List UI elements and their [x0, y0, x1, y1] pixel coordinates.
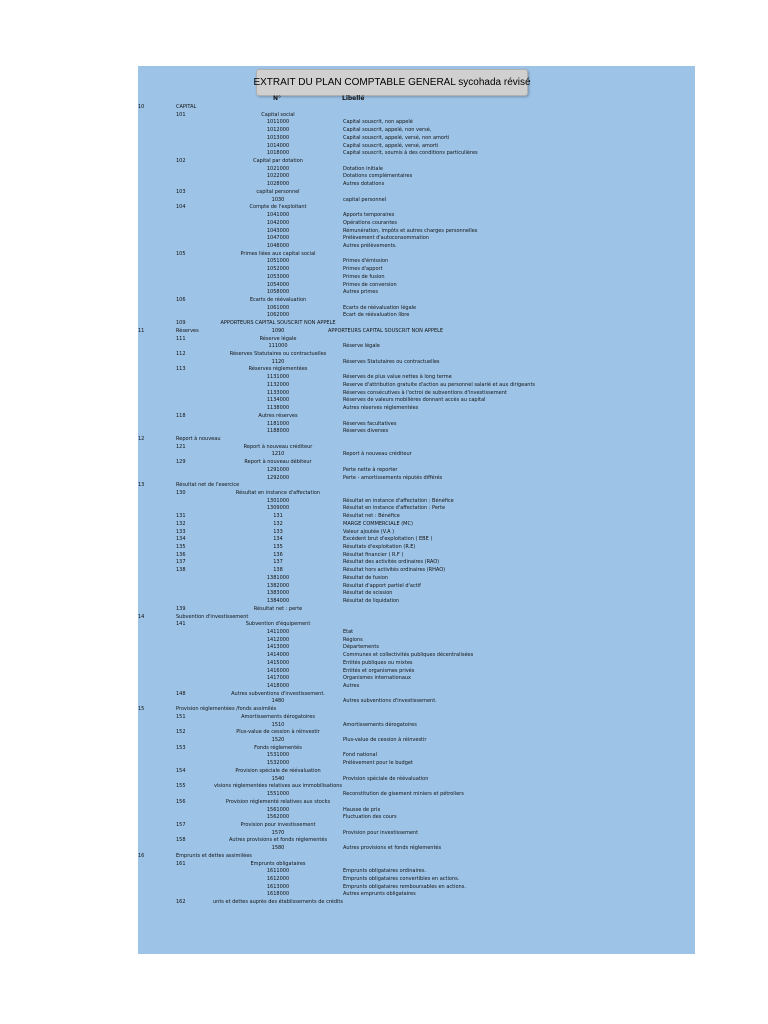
account-code: 1540 — [271, 775, 285, 782]
account-code: 1061000 — [266, 304, 290, 311]
sub-account-number: 151 — [176, 713, 186, 720]
sub-account-number: 148 — [176, 690, 186, 697]
sub-account-number: 131 — [176, 513, 186, 520]
account-code: 1510 — [271, 721, 285, 728]
account-label: Amortissements dérogatoires — [343, 721, 417, 728]
account-label: Plus-value de cession à réinvestir — [343, 737, 427, 744]
sub-account-number: 137 — [176, 559, 186, 566]
account-code: 136 — [273, 551, 283, 558]
account-code: 1013000 — [266, 134, 290, 141]
account-code: 1048000 — [266, 242, 290, 249]
account-label: Perte nette à reporter — [343, 466, 398, 473]
sub-account-number: 104 — [176, 204, 186, 211]
account-code: 1611000 — [266, 868, 290, 875]
account-label: Reconstitution de gisement miniers et pétroliers — [343, 791, 464, 798]
class-number: 15 — [138, 706, 145, 713]
account-code: 1022000 — [266, 173, 290, 180]
account-code: 1416000 — [266, 667, 290, 674]
account-code: 1188000 — [266, 428, 290, 435]
account-label: Rémunération, impôts et autres charges personnelles — [343, 227, 478, 234]
account-code: 1418000 — [266, 683, 290, 689]
sub-account-number: 118 — [176, 412, 186, 419]
sub-account-number: 113 — [176, 366, 186, 373]
account-label: APPORTEURS CAPITAL SOUSCRIT NON APPELE — [328, 327, 444, 334]
account-code: 1014000 — [266, 142, 290, 149]
account-code: 135 — [273, 544, 283, 551]
account-label: Communes et collectivités publiques décentralisées — [343, 652, 474, 659]
class-number: 12 — [138, 435, 145, 442]
account-code: 134 — [273, 536, 283, 543]
account-label: Réserves diverses — [343, 428, 389, 435]
sub-account-number: 154 — [176, 767, 186, 774]
account-code: 1382000 — [266, 582, 290, 589]
sub-account-number: 135 — [176, 544, 186, 551]
sub-account-title: Réserve légale — [259, 335, 297, 342]
class-number: 14 — [138, 613, 145, 620]
account-label: Autres prélèvements. — [343, 242, 397, 249]
sub-account-number: 162 — [176, 899, 186, 906]
account-code: 1021000 — [266, 165, 290, 172]
account-code: 1480 — [271, 698, 285, 705]
account-label: Résultat de scission — [343, 590, 393, 597]
sub-account-title: Capital social — [261, 111, 295, 118]
sub-account-title: Emprunts obligataires — [250, 860, 306, 867]
account-label: Départements — [343, 644, 379, 651]
account-code: 1028000 — [266, 181, 290, 188]
sub-account-title: unts et dettes auprès des établissements de crédits — [213, 899, 343, 906]
sub-account-number: 141 — [176, 621, 186, 628]
account-label: Provision pour investissement — [343, 829, 419, 836]
sub-account-title: Report à nouveau débiteur — [244, 459, 312, 466]
account-label: Emprunts obligataires ordinaires. — [343, 868, 427, 875]
account-label: Prélèvement d'autoconsommation — [343, 235, 429, 242]
table-row — [0, 898, 768, 906]
sub-account-title: Amortissements dérogatoires — [241, 713, 315, 720]
sub-account-title: Provision pour investissement — [240, 821, 316, 828]
account-label: Valeur ajoutée (V.A ) — [343, 528, 395, 535]
account-label: Ecarts de réévaluation légale — [343, 304, 417, 311]
sub-account-title: Report à nouveau créditeur — [243, 443, 313, 450]
account-code: 1042000 — [266, 219, 290, 226]
account-code: 1613000 — [266, 883, 290, 890]
account-label: Autres emprunts obligataires — [343, 891, 416, 898]
account-label: Résultat financier ( R.F ) — [343, 551, 404, 558]
account-label: Dotations complémentaires — [343, 173, 413, 180]
account-label: Autres dotations — [343, 181, 385, 188]
account-label: Résultat des activités ordinaires (RAO) — [343, 559, 440, 566]
sub-account-number: 103 — [176, 188, 186, 195]
account-label: Emprunts obligataires convertibles en actions. — [343, 876, 460, 882]
class-title: Emprunts et dettes assimilées — [176, 852, 252, 859]
account-code: 137 — [273, 559, 283, 566]
sub-account-number: 133 — [176, 528, 186, 535]
account-code: 1562000 — [266, 814, 290, 821]
sub-account-title: Capital par dotation — [253, 158, 303, 165]
sub-account-title: Résultat net : perte — [253, 605, 303, 612]
account-label: Apports temporaires — [343, 212, 395, 219]
account-label: Opérations courantes — [343, 219, 397, 226]
account-label: Réserves de valeurs mobilières donnant accès au capital — [343, 397, 486, 404]
account-label: Report à nouveau créditeur — [343, 451, 412, 458]
account-code: 1561000 — [266, 806, 290, 813]
sub-account-number: 105 — [176, 250, 186, 257]
account-label: Autres primes — [343, 289, 378, 296]
account-label: Organismes internationaux — [343, 675, 412, 682]
account-code: 1054000 — [266, 281, 290, 288]
account-code: 133 — [273, 528, 283, 535]
account-code: 1417000 — [266, 675, 290, 682]
sub-account-number: 121 — [176, 443, 186, 450]
sub-account-title: Provision spéciale de réévaluation — [235, 767, 321, 774]
sub-account-number: 109 — [176, 320, 186, 327]
sub-account-number: 111 — [176, 335, 186, 342]
number-column-header: N° — [273, 95, 282, 102]
sub-account-title: Réserves réglementées — [248, 366, 308, 373]
account-code: 1411000 — [266, 628, 290, 635]
class-number: 10 — [138, 104, 145, 110]
account-code: 1062000 — [266, 312, 290, 319]
account-label: Entités publiques ou mixtes — [343, 659, 413, 666]
account-code: 1309000 — [266, 505, 290, 512]
account-code: 1301000 — [266, 497, 290, 504]
account-label: Autres réserves réglementées — [343, 405, 419, 412]
account-label: Perte - amortissements réputés différés — [343, 474, 443, 481]
sub-account-title: visions réglementées relatives aux immobilisations — [213, 783, 343, 790]
sub-account-title: APPORTEURS CAPITAL SOUSCRIT NON APPELE — [220, 320, 336, 327]
account-label: Résultat en instance d'affectation : Perte — [343, 505, 446, 512]
account-code: 1131000 — [266, 374, 290, 381]
account-label: Réserve légale — [343, 343, 380, 350]
account-label: Dotation initiale — [343, 165, 383, 172]
account-label: Résultat de liquidation — [343, 598, 400, 605]
account-label: Résultat de fusion — [343, 574, 389, 581]
account-code: 138 — [273, 567, 283, 574]
account-label: Provision spéciale de réévaluation — [343, 775, 429, 782]
sub-account-title: Provision réglementé relatives aux stocks — [225, 798, 331, 805]
sub-account-title: capital personnel — [256, 188, 300, 195]
sub-account-title: Autres subventions d'investissement. — [231, 690, 325, 697]
account-label: Résultat hors activités ordinaires (RHAO) — [343, 567, 446, 574]
label-column-header: Libellé — [342, 95, 365, 102]
account-label: MARGE COMMERCIALE (MC) — [343, 520, 413, 527]
account-label: Réserves consécutives à l'octroi de subventions d'investissement — [343, 389, 507, 396]
account-code: 1413000 — [266, 644, 290, 651]
class-number: 16 — [138, 852, 145, 859]
account-label: Régions — [343, 636, 363, 643]
account-code: 131 — [273, 513, 283, 520]
account-label: Réserves de plus value nettes à long terme — [343, 374, 452, 381]
account-code: 1384000 — [266, 598, 290, 605]
account-code: 1520 — [271, 737, 285, 744]
account-code: 1052000 — [266, 266, 290, 273]
class-title: Report à nouveau — [176, 435, 221, 442]
account-label: Capital souscrit, appelé, non versé, — [343, 127, 432, 134]
account-label: Autres — [343, 683, 360, 689]
document-title: EXTRAIT DU PLAN COMPTABLE GENERAL sycohada révisé — [256, 69, 528, 96]
account-label: Reserve d'attribution gratuite d'action au personnel salarié et aux dirigeants — [343, 381, 536, 388]
account-label: Entités et organismes privés — [343, 667, 415, 674]
account-code: 1051000 — [266, 258, 290, 265]
account-label: Ecart de réévaluation libre — [343, 312, 410, 319]
sub-account-number: 158 — [176, 837, 186, 844]
account-code: 1291000 — [266, 466, 290, 473]
sub-account-title: Autres réserves — [258, 412, 298, 419]
account-code: 1018000 — [266, 150, 290, 157]
account-code: 1012000 — [266, 127, 290, 134]
account-label: Capital souscrit, appelé, versé, amorti — [343, 142, 439, 149]
sub-account-title: Ecarts de réévaluation — [249, 297, 307, 303]
account-code: 1618000 — [266, 891, 290, 898]
sub-account-number: 106 — [176, 297, 186, 303]
class-title: Provision réglementées /fonds assimilés — [176, 706, 277, 713]
account-code: 1412000 — [266, 636, 290, 643]
account-label: Excédent brut d'exploitation ( EBE ) — [343, 536, 433, 543]
account-code: 1053000 — [266, 273, 290, 280]
account-label: Capital souscrit, non appelé — [343, 119, 413, 126]
account-label: Primes d'apport — [343, 266, 383, 273]
account-code: 1414000 — [266, 652, 290, 659]
class-title: Résultat net de l'exercice — [176, 482, 240, 489]
sub-account-number: 101 — [176, 111, 186, 118]
account-label: Primes de fusion — [343, 273, 385, 280]
sub-account-number: 152 — [176, 729, 186, 736]
account-label: Réserves facultatives — [343, 420, 397, 427]
sub-account-number: 134 — [176, 536, 186, 543]
sub-account-number: 138 — [176, 567, 186, 574]
class-number: 11 — [138, 327, 145, 334]
account-code: 132 — [273, 520, 283, 527]
sub-account-number: 157 — [176, 821, 186, 828]
account-code: 1011000 — [266, 119, 290, 126]
sub-account-title: Compte de l'exploitant — [249, 204, 307, 211]
sub-account-number: 153 — [176, 744, 186, 751]
account-label: Capital souscrit, appelé, versé, non amorti — [343, 134, 450, 141]
account-code: 1292000 — [266, 474, 290, 481]
account-label: Emprunts obligataires remboursables en actions. — [343, 883, 466, 890]
account-code: 1134000 — [266, 397, 290, 404]
account-label: Capital souscrit, soumis à des conditions particulières — [343, 150, 478, 157]
account-code: 1120 — [271, 358, 285, 365]
account-code: 1133000 — [266, 389, 290, 396]
account-code: 1047000 — [266, 235, 290, 242]
sub-account-number: 102 — [176, 158, 186, 165]
account-label: Résultat net : Bénéfice — [343, 513, 400, 520]
account-label: Réserves Statutaires ou contractuelles — [343, 358, 440, 365]
account-label: Résultat en instance d'affectation : Bénéfice — [343, 497, 454, 504]
account-code: 1415000 — [266, 659, 290, 666]
sub-account-number: 156 — [176, 798, 186, 805]
account-code: 1030 — [271, 196, 285, 203]
account-label: Autres provisions et fonds réglementés — [343, 845, 442, 852]
account-label: Fond national — [343, 752, 377, 759]
account-label: Hausse de prix — [343, 806, 381, 813]
sub-account-title: Réserves Statutaires ou contractuelles — [229, 351, 327, 358]
account-label: Primes d'émission — [343, 258, 389, 265]
account-code: 1043000 — [266, 227, 290, 234]
sub-account-title: Primes liées aux capital social — [240, 250, 316, 257]
account-code: 1531000 — [266, 752, 290, 759]
account-label: capital personnel — [343, 196, 387, 203]
class-title: CAPITAL — [176, 104, 197, 110]
account-label: Prélèvement pour le budget — [343, 760, 413, 767]
sub-account-number: 129 — [176, 459, 186, 466]
sub-account-number: 139 — [176, 605, 186, 612]
account-code: 1181000 — [266, 420, 290, 427]
account-label: Fluctuation des cours — [343, 814, 397, 821]
account-label: Résultats d'exploitation (R.E) — [343, 544, 416, 551]
account-code: 1381000 — [266, 574, 290, 581]
account-label: Primes de conversion — [343, 281, 397, 288]
sub-account-number: 161 — [176, 860, 186, 867]
sub-account-title: Subvention d'équipement — [245, 621, 311, 628]
account-code: 1580 — [271, 845, 285, 852]
account-code: 1210 — [271, 451, 285, 458]
sub-account-number: 136 — [176, 551, 186, 558]
account-code: 1090 — [271, 327, 285, 334]
account-code: 1532000 — [266, 760, 290, 767]
account-label: Résultat d'apport partiel d'actif — [343, 582, 421, 589]
account-label: Autres subventions d'investissement. — [343, 698, 437, 705]
account-code: 1041000 — [266, 212, 290, 219]
sub-account-title: Autres provisions et fonds réglementés — [228, 837, 328, 844]
sub-account-number: 112 — [176, 351, 186, 358]
sub-account-number: 155 — [176, 783, 186, 790]
account-code: 111000 — [268, 343, 288, 350]
sub-account-title: Fonds réglementés — [254, 744, 302, 751]
account-code: 1551000 — [266, 791, 290, 798]
account-code: 1132000 — [266, 381, 290, 388]
sub-account-title: Plus-value de cession à réinvestir — [236, 729, 320, 736]
class-title: Subvention d'investissement — [176, 613, 249, 620]
sub-account-title: Résultat en instance d'affectation — [235, 490, 321, 496]
account-code: 1138000 — [266, 405, 290, 412]
class-number: 13 — [138, 482, 145, 489]
account-label: Etat — [343, 628, 354, 635]
account-code: 1570 — [271, 829, 285, 836]
sub-account-number: 132 — [176, 520, 186, 527]
account-code: 1612000 — [266, 876, 290, 882]
class-title: Réserves — [176, 327, 199, 334]
account-code: 1383000 — [266, 590, 290, 597]
sub-account-number: 130 — [176, 490, 186, 496]
account-code: 1058000 — [266, 289, 290, 296]
